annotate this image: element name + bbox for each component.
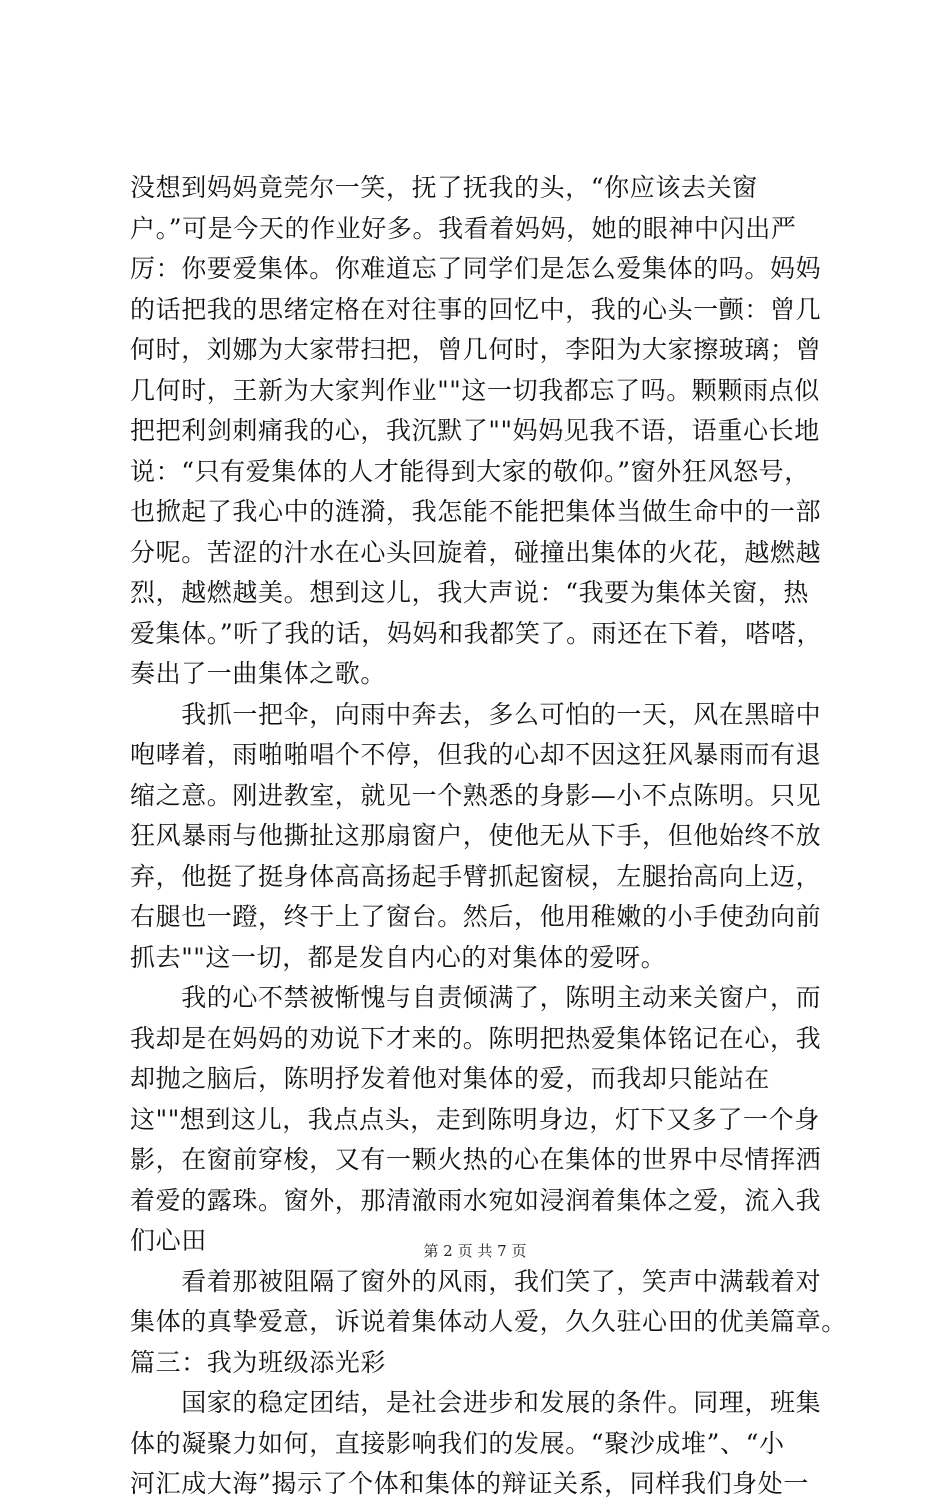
text-line: 看着那被阻隔了窗外的风雨，我们笑了，笑声中满载着对 — [130, 1266, 822, 1296]
text-line: 也掀起了我心中的涟漪，我怎能不能把集体当做生命中的一部 — [130, 497, 822, 526]
text-line: 影，在窗前穿梭，又有一颗火热的心在集体的世界中尽情挥洒 — [130, 1145, 822, 1174]
text-line: 几何时，王新为大家判作业""这一切我都忘了吗。颗颗雨点似 — [130, 375, 820, 405]
text-line: 狂风暴雨与他撕扯这那扇窗户，使他无从下手，但他始终不放 — [130, 821, 822, 850]
text-line: 缩之意。刚进教室，就见一个熟悉的身影—小不点陈明。只见 — [130, 780, 822, 810]
page-number-footer: 第 2 页 共 7 页 — [423, 1242, 527, 1260]
text-line: 烈，越燃越美。想到这儿，我大声说：“我要为集体关窗，热 — [130, 578, 809, 607]
text-line: 弃，他挺了挺身体高高扬起手臂抓起窗棂，左腿抬高向上迈， — [130, 861, 822, 891]
text-line: 奏出了一曲集体之歌。 — [130, 659, 387, 688]
text-line: 却抛之脑后，陈明抒发着他对集体的爱，而我却只能站在 — [130, 1064, 771, 1093]
text-line: 爱集体。”听了我的话，妈妈和我都笑了。雨还在下着，嗒嗒， — [130, 618, 823, 648]
text-line: 着爱的露珠。窗外，那清澈雨水宛如浸润着集体之爱，流入我 — [130, 1185, 822, 1215]
text-line: 何时，刘娜为大家带扫把，曾几何时，李阳为大家擦玻璃；曾 — [130, 335, 822, 364]
text-line: 我的心不禁被惭愧与自责倾满了，陈明主动来关窗户，而 — [130, 983, 822, 1012]
text-line: 没想到妈妈竟莞尔一笑，抚了抚我的头，“你应该去关窗 — [130, 173, 758, 202]
text-line: 们心田 — [130, 1226, 207, 1255]
text-line: 说：“只有爱集体的人才能得到大家的敬仰。”窗外狂风怒号， — [130, 456, 810, 486]
text-line: 我却是在妈妈的劝说下才来的。陈明把热爱集体铭记在心，我 — [130, 1023, 822, 1053]
text-line: 我抓一把伞，向雨中奔去，多么可怕的一天，风在黑暗中 — [130, 699, 822, 729]
text-line: 抓去""这一切，都是发自内心的对集体的爱呀。 — [130, 942, 667, 972]
text-line: 分呢。苦涩的汁水在心头回旋着，碰撞出集体的火花，越燃越 — [130, 537, 822, 567]
text-line: 右腿也一蹬，终于上了窗台。然后，他用稚嫩的小手使劲向前 — [130, 902, 822, 931]
text-line: 咆哮着，雨啪啪唱个不停，但我的心却不因这狂风暴雨而有退 — [130, 740, 822, 769]
text-line: 厉：你要爱集体。你难道忘了同学们是怎么爱集体的吗。妈妈 — [130, 254, 822, 283]
text-line: 体的凝聚力如何，直接影响我们的发展。“聚沙成堆”、“小 — [130, 1428, 785, 1458]
text-line: 集体的真挚爱意，诉说着集体动人爱，久久驻心田的优美篇章。 — [130, 1307, 847, 1336]
text-line: 这""想到这儿，我点点头，走到陈明身边，灯下又多了一个身 — [130, 1104, 820, 1134]
body-text — [130, 168, 847, 1505]
text-line: 河汇成大海”揭示了个体和集体的辩证关系，同样我们身处一 — [130, 1469, 809, 1498]
text-line: 把把利剑刺痛我的心，我沉默了""妈妈见我不语，语重心长地 — [130, 416, 820, 445]
text-line: 的话把我的思绪定格在对往事的回忆中，我的心头一颤：曾几 — [130, 294, 822, 324]
text-line: 国家的稳定团结，是社会进步和发展的条件。同理，班集 — [130, 1388, 822, 1417]
section-heading: 篇三：我为班级添光彩 — [130, 1347, 387, 1377]
text-line: 户。”可是今天的作业好多。我看着妈妈，她的眼神中闪出严 — [130, 213, 797, 243]
